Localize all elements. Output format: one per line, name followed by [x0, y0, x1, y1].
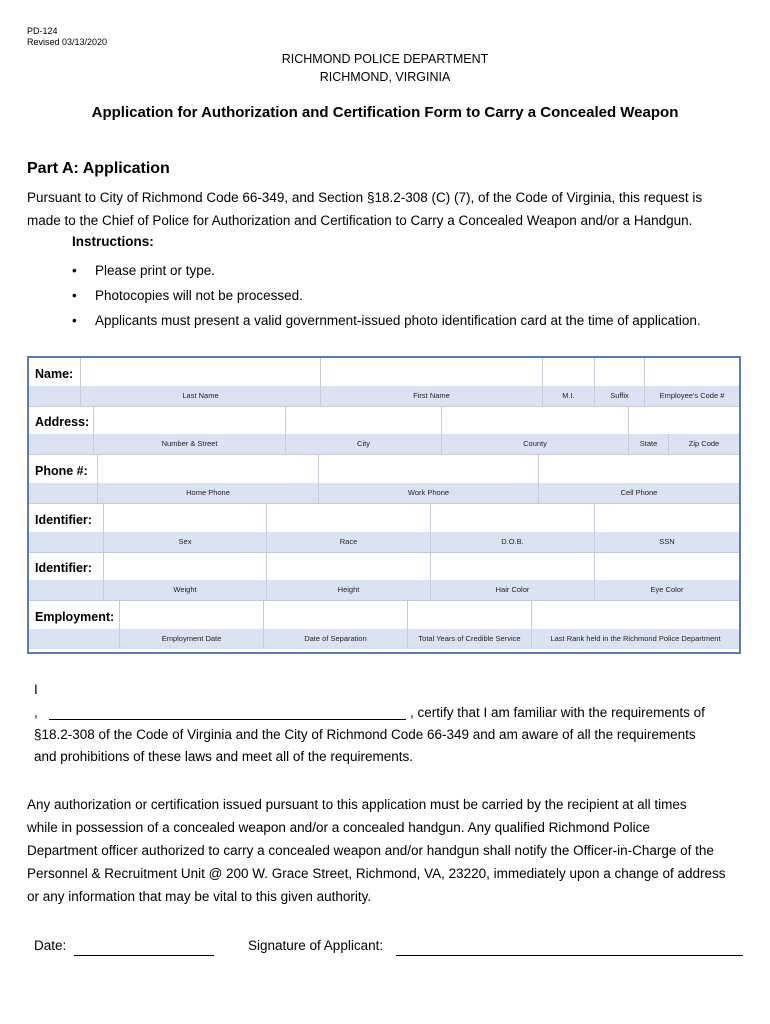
date-line[interactable]	[74, 955, 214, 956]
first-name-field[interactable]	[320, 358, 542, 386]
signature-line[interactable]	[396, 955, 743, 956]
state-zip-field[interactable]	[628, 407, 739, 434]
name-caption-row	[29, 386, 739, 407]
date-label: Date:	[34, 938, 67, 953]
work-phone-field[interactable]	[318, 455, 538, 483]
employment-fill-row	[29, 601, 739, 630]
cert-line-1: , certify that I am familiar with the requirements of	[410, 705, 705, 720]
instructions-heading: Instructions:	[72, 234, 154, 249]
department-name: RICHMOND POLICE DEPARTMENT	[281, 52, 489, 66]
caption-first-name: First Name	[320, 386, 542, 406]
intro-line: Pursuant to City of Richmond Code 66-349, and Section §18.2-308 (C) (7), of the Code of Virginia, this request is	[27, 190, 703, 205]
caption-cell-phone: Cell Phone	[538, 483, 739, 503]
race-field[interactable]	[266, 504, 430, 532]
form-title: Application for Authorization and Certification Form to Carry a Concealed Weapon	[91, 104, 679, 121]
certifier-name-line[interactable]	[49, 719, 406, 720]
phone-fill-row	[29, 455, 739, 484]
height-field[interactable]	[266, 553, 430, 580]
caption-ssn: SSN	[594, 532, 739, 552]
caption-race: Race	[266, 532, 430, 552]
intro-line: made to the Chief of Police for Authorization and Certification to Carry a Concealed Weapon and/or a Handgun.	[27, 213, 693, 228]
name-fill-row	[29, 358, 739, 387]
notice-line: Department officer authorized to carry a concealed weapon and/or handgun shall notify the Officer-in-Charge of the	[27, 843, 714, 858]
city-state: RICHMOND, VIRGINIA	[319, 70, 451, 84]
applicant-form-table	[27, 356, 741, 654]
caption-separation-date: Date of Separation	[263, 629, 407, 649]
employment-label: Employment:	[35, 610, 115, 624]
cell-phone-field[interactable]	[538, 455, 739, 483]
street-field[interactable]	[93, 407, 285, 434]
caption-dob: D.O.B.	[430, 532, 594, 552]
caption-weight: Weight	[103, 580, 266, 600]
caption-last-name: Last Name	[80, 386, 320, 406]
form-id: PD-124	[27, 26, 58, 36]
eye-color-field[interactable]	[594, 553, 739, 580]
suffix-field[interactable]	[594, 358, 644, 386]
employment-caption-row	[29, 629, 739, 649]
notice-line: or any information that may be vital to this given authority.	[27, 889, 372, 904]
name-label: Name:	[35, 367, 74, 381]
address-label: Address:	[35, 415, 90, 429]
signature-label: Signature of Applicant:	[248, 938, 384, 953]
revised-date: Revised 03/13/2020	[27, 37, 108, 47]
identifier2-caption-row	[29, 580, 739, 601]
address-fill-row	[29, 407, 739, 435]
notice-line: Any authorization or certification issued pursuant to this application must be carried by the recipient at all times	[27, 797, 687, 812]
sex-field[interactable]	[103, 504, 266, 532]
caption-height: Height	[266, 580, 430, 600]
cert-comma: ,	[34, 705, 38, 720]
phone-caption-row	[29, 483, 739, 504]
city-field[interactable]	[285, 407, 441, 434]
years-service-field[interactable]	[407, 601, 531, 629]
identifier1-fill-row	[29, 504, 739, 533]
caption-state: State	[628, 434, 668, 454]
weight-field[interactable]	[103, 553, 266, 580]
caption-city: City	[285, 434, 441, 454]
caption-county: County	[441, 434, 628, 454]
separation-date-field[interactable]	[263, 601, 407, 629]
identifier1-caption-row	[29, 532, 739, 553]
identifier-label: Identifier:	[35, 561, 92, 575]
instruction-item: • Applicants must present a valid government-issued photo identification card at the time of application.	[72, 308, 701, 333]
notice-paragraph	[27, 793, 757, 908]
cert-i: I	[34, 682, 38, 697]
hair-color-field[interactable]	[430, 553, 594, 580]
last-rank-field[interactable]	[531, 601, 739, 629]
instructions-list	[72, 258, 701, 333]
notice-line: Personnel & Recruitment Unit @ 200 W. Grace Street, Richmond, VA, 23220, immediately upon a change of address	[27, 866, 726, 881]
address-caption-row	[29, 434, 739, 455]
notice-line: while in possession of a concealed weapon and/or a concealed handgun. Any qualified Richmond Police	[27, 820, 650, 835]
employee-code-field[interactable]	[644, 358, 739, 386]
caption-work-phone: Work Phone	[318, 483, 538, 503]
caption-eye-color: Eye Color	[594, 580, 739, 600]
caption-suffix: Suffix	[594, 386, 644, 406]
cert-line-2: §18.2-308 of the Code of Virginia and the City of Richmond Code 66-349 and am aware of all the requirements	[34, 727, 696, 742]
identifier2-fill-row	[29, 553, 739, 581]
caption-home-phone: Home Phone	[97, 483, 318, 503]
caption-hair-color: Hair Color	[430, 580, 594, 600]
caption-street: Number & Street	[93, 434, 285, 454]
instruction-item: • Photocopies will not be processed.	[72, 283, 701, 308]
intro-paragraph	[27, 186, 747, 232]
instruction-item: • Please print or type.	[72, 258, 701, 283]
employment-date-field[interactable]	[119, 601, 263, 629]
caption-years-service: Total Years of Credible Service	[407, 629, 531, 649]
last-name-field[interactable]	[80, 358, 320, 386]
caption-mi: M.I.	[542, 386, 594, 406]
caption-employee-code: Employee's Code #	[644, 386, 739, 406]
caption-employment-date: Employment Date	[119, 629, 263, 649]
home-phone-field[interactable]	[97, 455, 318, 483]
ssn-field[interactable]	[594, 504, 739, 532]
cert-line-3: and prohibitions of these laws and meet all of the requirements.	[34, 749, 413, 764]
identifier-label: Identifier:	[35, 513, 92, 527]
part-a-heading: Part A: Application	[27, 160, 170, 177]
caption-sex: Sex	[103, 532, 266, 552]
caption-last-rank: Last Rank held in the Richmond Police Department	[531, 629, 739, 649]
dob-field[interactable]	[430, 504, 594, 532]
county-field[interactable]	[441, 407, 628, 434]
phone-label: Phone #:	[35, 464, 88, 478]
caption-zip: Zip Code	[668, 434, 739, 454]
mi-field[interactable]	[542, 358, 594, 386]
